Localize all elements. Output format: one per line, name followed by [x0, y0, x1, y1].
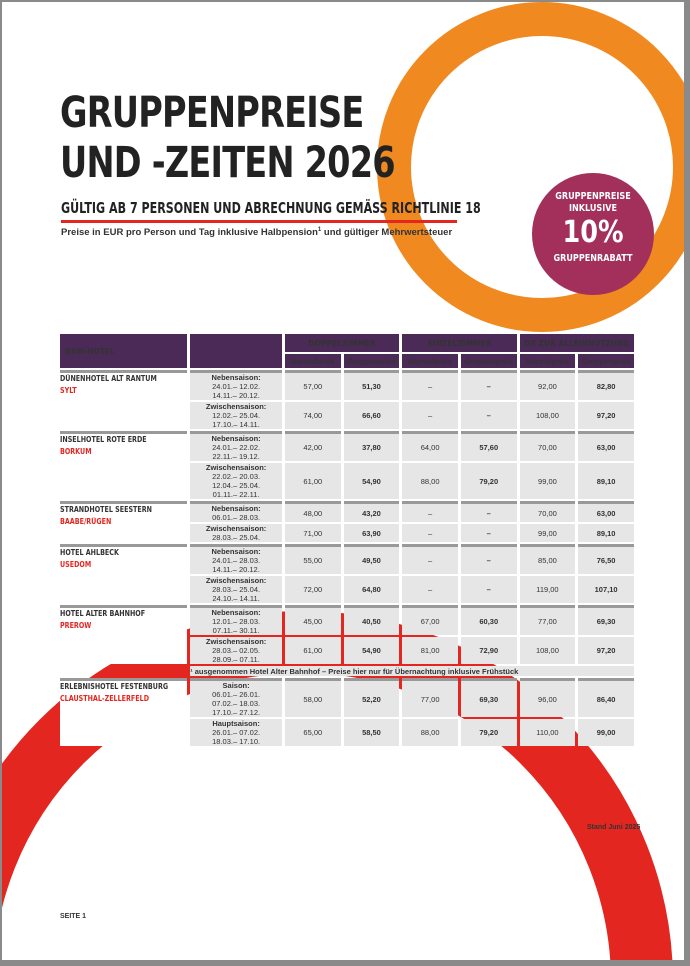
normal-price: 74,00 — [285, 402, 341, 429]
hotel-location: PREROW — [60, 621, 92, 630]
season-name: Hauptsaison: — [212, 719, 260, 728]
normal-price: 119,00 — [520, 576, 576, 603]
season-dates: 28.09.– 07.11. — [212, 655, 260, 664]
group-price: 69,30 — [461, 678, 517, 717]
season-dates: 07.11.– 30.11. — [212, 626, 260, 635]
group-price: 76,50 — [578, 544, 634, 574]
group-price: 52,20 — [344, 678, 400, 717]
group-price: 51,30 — [344, 370, 400, 400]
season-name: Zwischensaison: — [205, 637, 267, 646]
season-name: Nebensaison: — [211, 608, 261, 617]
season-dates: 14.11.– 20.12. — [212, 391, 260, 400]
season-dates: 12.01.– 28.03. — [212, 617, 261, 626]
group-price: – — [461, 501, 517, 522]
season-dates: 06.01.– 26.01. — [212, 690, 261, 699]
hotel-cell — [60, 605, 187, 664]
normal-price: 72,00 — [285, 576, 341, 603]
normal-price: 42,00 — [285, 431, 341, 461]
hotel-location: SYLT — [60, 386, 77, 395]
group-price: – — [461, 402, 517, 429]
header-normalpreis: Normalpreis — [402, 354, 458, 368]
normal-price: 88,00 — [402, 719, 458, 746]
stand-date: Stand Juni 2025 — [587, 824, 641, 831]
season-dates: 24.01.– 28.03. — [212, 556, 261, 565]
price-table — [57, 332, 637, 748]
discount-badge — [532, 173, 654, 295]
group-price: 79,20 — [461, 463, 517, 499]
hotel-name: DÜNENHOTEL ALT RANTUM — [60, 374, 157, 383]
footnote: ¹ ausgenommen Hotel Alter Bahnhof – Preise hier nur für Übernachtung inklusive Frühstück — [190, 666, 634, 676]
group-price: 79,20 — [461, 719, 517, 746]
normal-price: 108,00 — [520, 402, 576, 429]
season-cell — [190, 501, 282, 522]
season-name: Nebensaison: — [211, 434, 261, 443]
season-name: Zwischensaison: — [205, 402, 267, 411]
normal-price: 57,00 — [285, 370, 341, 400]
normal-price: 65,00 — [285, 719, 341, 746]
group-price: 43,20 — [344, 501, 400, 522]
season-dates: 17.10.– 14.11. — [212, 420, 260, 429]
normal-price: 96,00 — [520, 678, 576, 717]
normal-price: 70,00 — [520, 431, 576, 461]
season-cell — [190, 605, 282, 635]
season-dates: 17.10.– 27.12. — [212, 708, 261, 717]
page-number: SEITE 1 — [60, 913, 87, 920]
normal-price: 77,00 — [402, 678, 458, 717]
group-price: 99,00 — [578, 719, 634, 746]
group-price: – — [461, 370, 517, 400]
group-price: 60,30 — [461, 605, 517, 635]
hotel-cell — [60, 678, 187, 746]
hotel-location: CLAUSTHAL-ZELLERFELD — [60, 694, 150, 703]
hotel-location: BORKUM — [60, 447, 92, 456]
normal-price: 92,00 — [520, 370, 576, 400]
hotel-cell — [60, 370, 187, 429]
table-row — [60, 501, 634, 522]
table-row — [60, 431, 634, 461]
badge-percent: 10% — [562, 215, 624, 250]
header-einzelzimmer: EINZELZIMMER — [402, 334, 516, 352]
season-dates: 24.01.– 12.02. — [212, 382, 261, 391]
normal-price: – — [402, 402, 458, 429]
normal-price: – — [402, 524, 458, 542]
hotel-name: INSELHOTEL ROTE ERDE — [60, 435, 147, 444]
header-doppelzimmer: DOPPELZIMMER — [285, 334, 399, 352]
header-season — [190, 334, 282, 368]
title-line-2: UND -ZEITEN 2026 — [60, 138, 395, 188]
season-cell — [190, 544, 282, 574]
normal-price: 61,00 — [285, 637, 341, 664]
group-price: 58,50 — [344, 719, 400, 746]
normal-price: 77,00 — [520, 605, 576, 635]
season-name: Nebensaison: — [211, 547, 261, 556]
hotel-cell — [60, 544, 187, 603]
group-price: 57,60 — [461, 431, 517, 461]
group-price: 54,90 — [344, 463, 400, 499]
header-hotel: BSW-HOTEL — [60, 334, 187, 368]
season-name: Zwischensaison: — [205, 463, 267, 472]
normal-price: 55,00 — [285, 544, 341, 574]
normal-price: 81,00 — [402, 637, 458, 664]
normal-price: – — [402, 370, 458, 400]
season-dates: 12.02.– 25.04. — [212, 411, 261, 420]
footnote-row — [60, 666, 634, 676]
normal-price: 64,00 — [402, 431, 458, 461]
season-cell — [190, 431, 282, 461]
season-dates: 12.04.– 25.04. — [212, 481, 261, 490]
header-gruppenpreis: Gruppenpreis — [344, 354, 400, 368]
document-page — [2, 2, 684, 960]
group-price: 63,00 — [578, 501, 634, 522]
season-cell — [190, 637, 282, 664]
title-line-1: GRUPPENPREISE — [60, 88, 364, 138]
badge-text: GRUPPENPREISE INKLUSIVE — [555, 191, 631, 214]
season-dates: 28.03.– 02.05. — [212, 646, 261, 655]
season-name: Saison: — [222, 681, 250, 690]
season-dates: 22.02.– 20.03. — [212, 472, 261, 481]
group-price: – — [461, 524, 517, 542]
normal-price: 88,00 — [402, 463, 458, 499]
season-dates: 18.03.– 17.10. — [212, 737, 261, 746]
subtitle: GÜLTIG AB 7 PERSONEN UND ABRECHNUNG GEMÄSS RICHTLINIE 18 — [61, 199, 481, 217]
season-dates: 14.11.– 20.12. — [212, 565, 260, 574]
group-price: – — [461, 576, 517, 603]
badge-label: GRUPPENRABATT — [553, 253, 633, 264]
season-dates: 06.01.– 28.03. — [212, 513, 261, 522]
price-note: Preise in EUR pro Person und Tag inklusive Halbpension$^1$ und gültiger Mehrwertsteuer — [61, 227, 453, 239]
group-price: 40,50 — [344, 605, 400, 635]
season-cell — [190, 576, 282, 603]
season-dates: 24.10.– 14.11. — [212, 594, 260, 603]
group-price: 37,80 — [344, 431, 400, 461]
subtitle-underline — [61, 220, 457, 223]
normal-price: 58,00 — [285, 678, 341, 717]
season-name: Zwischensaison: — [205, 576, 267, 585]
group-price: 54,90 — [344, 637, 400, 664]
group-price: 89,10 — [578, 463, 634, 499]
hotel-location: BAABE/RÜGEN — [60, 517, 112, 526]
season-name: Nebensaison: — [211, 373, 261, 382]
season-dates: 28.03.– 25.04. — [212, 585, 261, 594]
season-cell — [190, 678, 282, 717]
header-dz-alleinnutzung: DZ ZUR ALLEINNUTZUNG — [520, 334, 634, 352]
page-title — [60, 88, 395, 188]
season-cell — [190, 719, 282, 746]
hotel-name: ERLEBNISHOTEL FESTENBURG — [60, 682, 169, 691]
normal-price: 110,00 — [520, 719, 576, 746]
group-price: 63,00 — [578, 431, 634, 461]
group-price: 97,20 — [578, 402, 634, 429]
group-price: 66,60 — [344, 402, 400, 429]
normal-price: 45,00 — [285, 605, 341, 635]
group-price: 89,10 — [578, 524, 634, 542]
normal-price: – — [402, 544, 458, 574]
normal-price: 61,00 — [285, 463, 341, 499]
season-cell — [190, 370, 282, 400]
season-cell — [190, 402, 282, 429]
table-row — [60, 370, 634, 400]
normal-price: 70,00 — [520, 501, 576, 522]
normal-price: – — [402, 501, 458, 522]
season-dates: 28.03.– 25.04. — [212, 533, 261, 542]
normal-price: 99,00 — [520, 524, 576, 542]
hotel-cell — [60, 431, 187, 499]
normal-price: 108,00 — [520, 637, 576, 664]
table-row — [60, 678, 634, 717]
group-price: 64,80 — [344, 576, 400, 603]
hotel-cell — [60, 501, 187, 542]
hotel-location: USEDOM — [60, 560, 92, 569]
season-dates: 01.11.– 22.11. — [212, 490, 260, 499]
group-price: – — [461, 544, 517, 574]
header-gruppenpreis: Gruppenpreis — [461, 354, 517, 368]
normal-price: 99,00 — [520, 463, 576, 499]
group-price: 86,40 — [578, 678, 634, 717]
season-dates: 22.11.– 19.12. — [212, 452, 260, 461]
season-dates: 26.01.– 07.02. — [212, 728, 261, 737]
season-name: Nebensaison: — [211, 504, 261, 513]
normal-price: 48,00 — [285, 501, 341, 522]
header-normalpreis: Normalpreis — [520, 354, 576, 368]
group-price: 69,30 — [578, 605, 634, 635]
hotel-name: HOTEL AHLBECK — [60, 548, 119, 557]
hotel-name: HOTEL ALTER BAHNHOF — [60, 609, 146, 618]
group-price: 82,80 — [578, 370, 634, 400]
season-dates: 24.01.– 22.02. — [212, 443, 261, 452]
season-name: Zwischensaison: — [205, 524, 267, 533]
group-price: 72,90 — [461, 637, 517, 664]
table-row — [60, 605, 634, 635]
normal-price: 85,00 — [520, 544, 576, 574]
header-normalpreis: Normalpreis — [285, 354, 341, 368]
group-price: 97,20 — [578, 637, 634, 664]
hotel-name: STRANDHOTEL SEESTERN — [60, 505, 152, 514]
normal-price: 71,00 — [285, 524, 341, 542]
season-dates: 07.02.– 18.03. — [212, 699, 261, 708]
footnote-spacer — [60, 666, 187, 676]
normal-price: 67,00 — [402, 605, 458, 635]
group-price: 107,10 — [578, 576, 634, 603]
table-row — [60, 544, 634, 574]
normal-price: – — [402, 576, 458, 603]
season-cell — [190, 524, 282, 542]
header-gruppenpreis: Gruppenpreis — [578, 354, 634, 368]
group-price: 49,50 — [344, 544, 400, 574]
group-price: 63,90 — [344, 524, 400, 542]
season-cell — [190, 463, 282, 499]
